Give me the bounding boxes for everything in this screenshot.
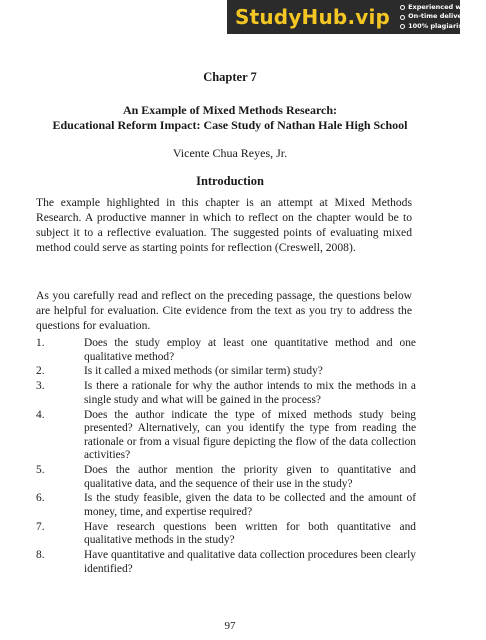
perk-item: Experienced writers <box>400 3 486 13</box>
question-item <box>36 380 416 407</box>
question-text: Does the study employ at least one quantitative method and one qualitative method? <box>84 337 416 363</box>
question-item <box>36 464 416 491</box>
question-number: 7. <box>36 520 45 533</box>
question-number: 4. <box>36 408 45 421</box>
question-number: 1. <box>36 337 45 349</box>
title-line-2: Educational Reform Impact: Case Study of Nathan Hale High School <box>52 118 408 132</box>
question-text: Is it called a mixed methods (or similar term) study? <box>84 365 323 378</box>
question-item <box>36 337 416 364</box>
question-number: 2. <box>36 365 45 378</box>
chapter-label: Chapter 7 <box>203 70 257 84</box>
question-number: 5. <box>36 464 45 477</box>
chapter-title <box>0 103 460 133</box>
question-item <box>36 365 416 379</box>
question-item <box>36 521 416 548</box>
question-text: Does the author mention the priority given to quantitative and qualitative data, and the sequence of their use in the study? <box>84 464 416 490</box>
question-number: 8. <box>36 549 45 562</box>
title-line-1: An Example of Mixed Methods Research: <box>122 103 338 117</box>
question-item <box>36 409 416 463</box>
intro-paragraph-2: As you carefully read and reflect on the preceding passage, the questions below are helpful for evaluation. Cite evidence from the text as you try to address the questions for evaluation. <box>36 289 412 332</box>
intro-paragraph-1: The example highlighted in this chapter is an attempt at Mixed Methods Research. A productive manner in which to reflect on the chapter would be to subject it to a reflective evaluation. The suggested points of evaluating mixed method could serve as starting points for reflection (Creswell, 2008). <box>36 196 412 254</box>
question-text: Have quantitative and qualitative data collection procedures been clearly identified? <box>84 549 416 575</box>
question-number: 6. <box>36 492 45 505</box>
question-text: Have research questions been written for both quantitative and qualitative methods in the study? <box>84 520 416 547</box>
question-item <box>36 492 416 519</box>
question-item <box>36 549 416 576</box>
question-text: Is the study feasible, given the data to be collected and the amount of money, time, and expertise required? <box>84 492 416 518</box>
perk-item: On-time delivery <box>400 12 486 22</box>
section-heading: Introduction <box>196 174 264 188</box>
author-name: Vicente Chua Reyes, Jr. <box>172 146 288 160</box>
question-number: 3. <box>36 380 45 393</box>
evaluation-questions <box>36 337 416 578</box>
question-text: Does the author indicate the type of mixed methods study being presented? Alternatively, can you identify the type from reading the rationale or from a visual figure depicting the flow of the data collection activities? <box>84 408 416 462</box>
page-number: 97 <box>224 620 236 632</box>
perk-item: 100% plagiarism free <box>400 22 486 32</box>
question-text: Is there a rationale for why the author intends to mix the methods in a single study and what will be gained in the process? <box>84 380 416 406</box>
studyhub-logo[interactable]: StudyHub.vip <box>235 5 391 29</box>
